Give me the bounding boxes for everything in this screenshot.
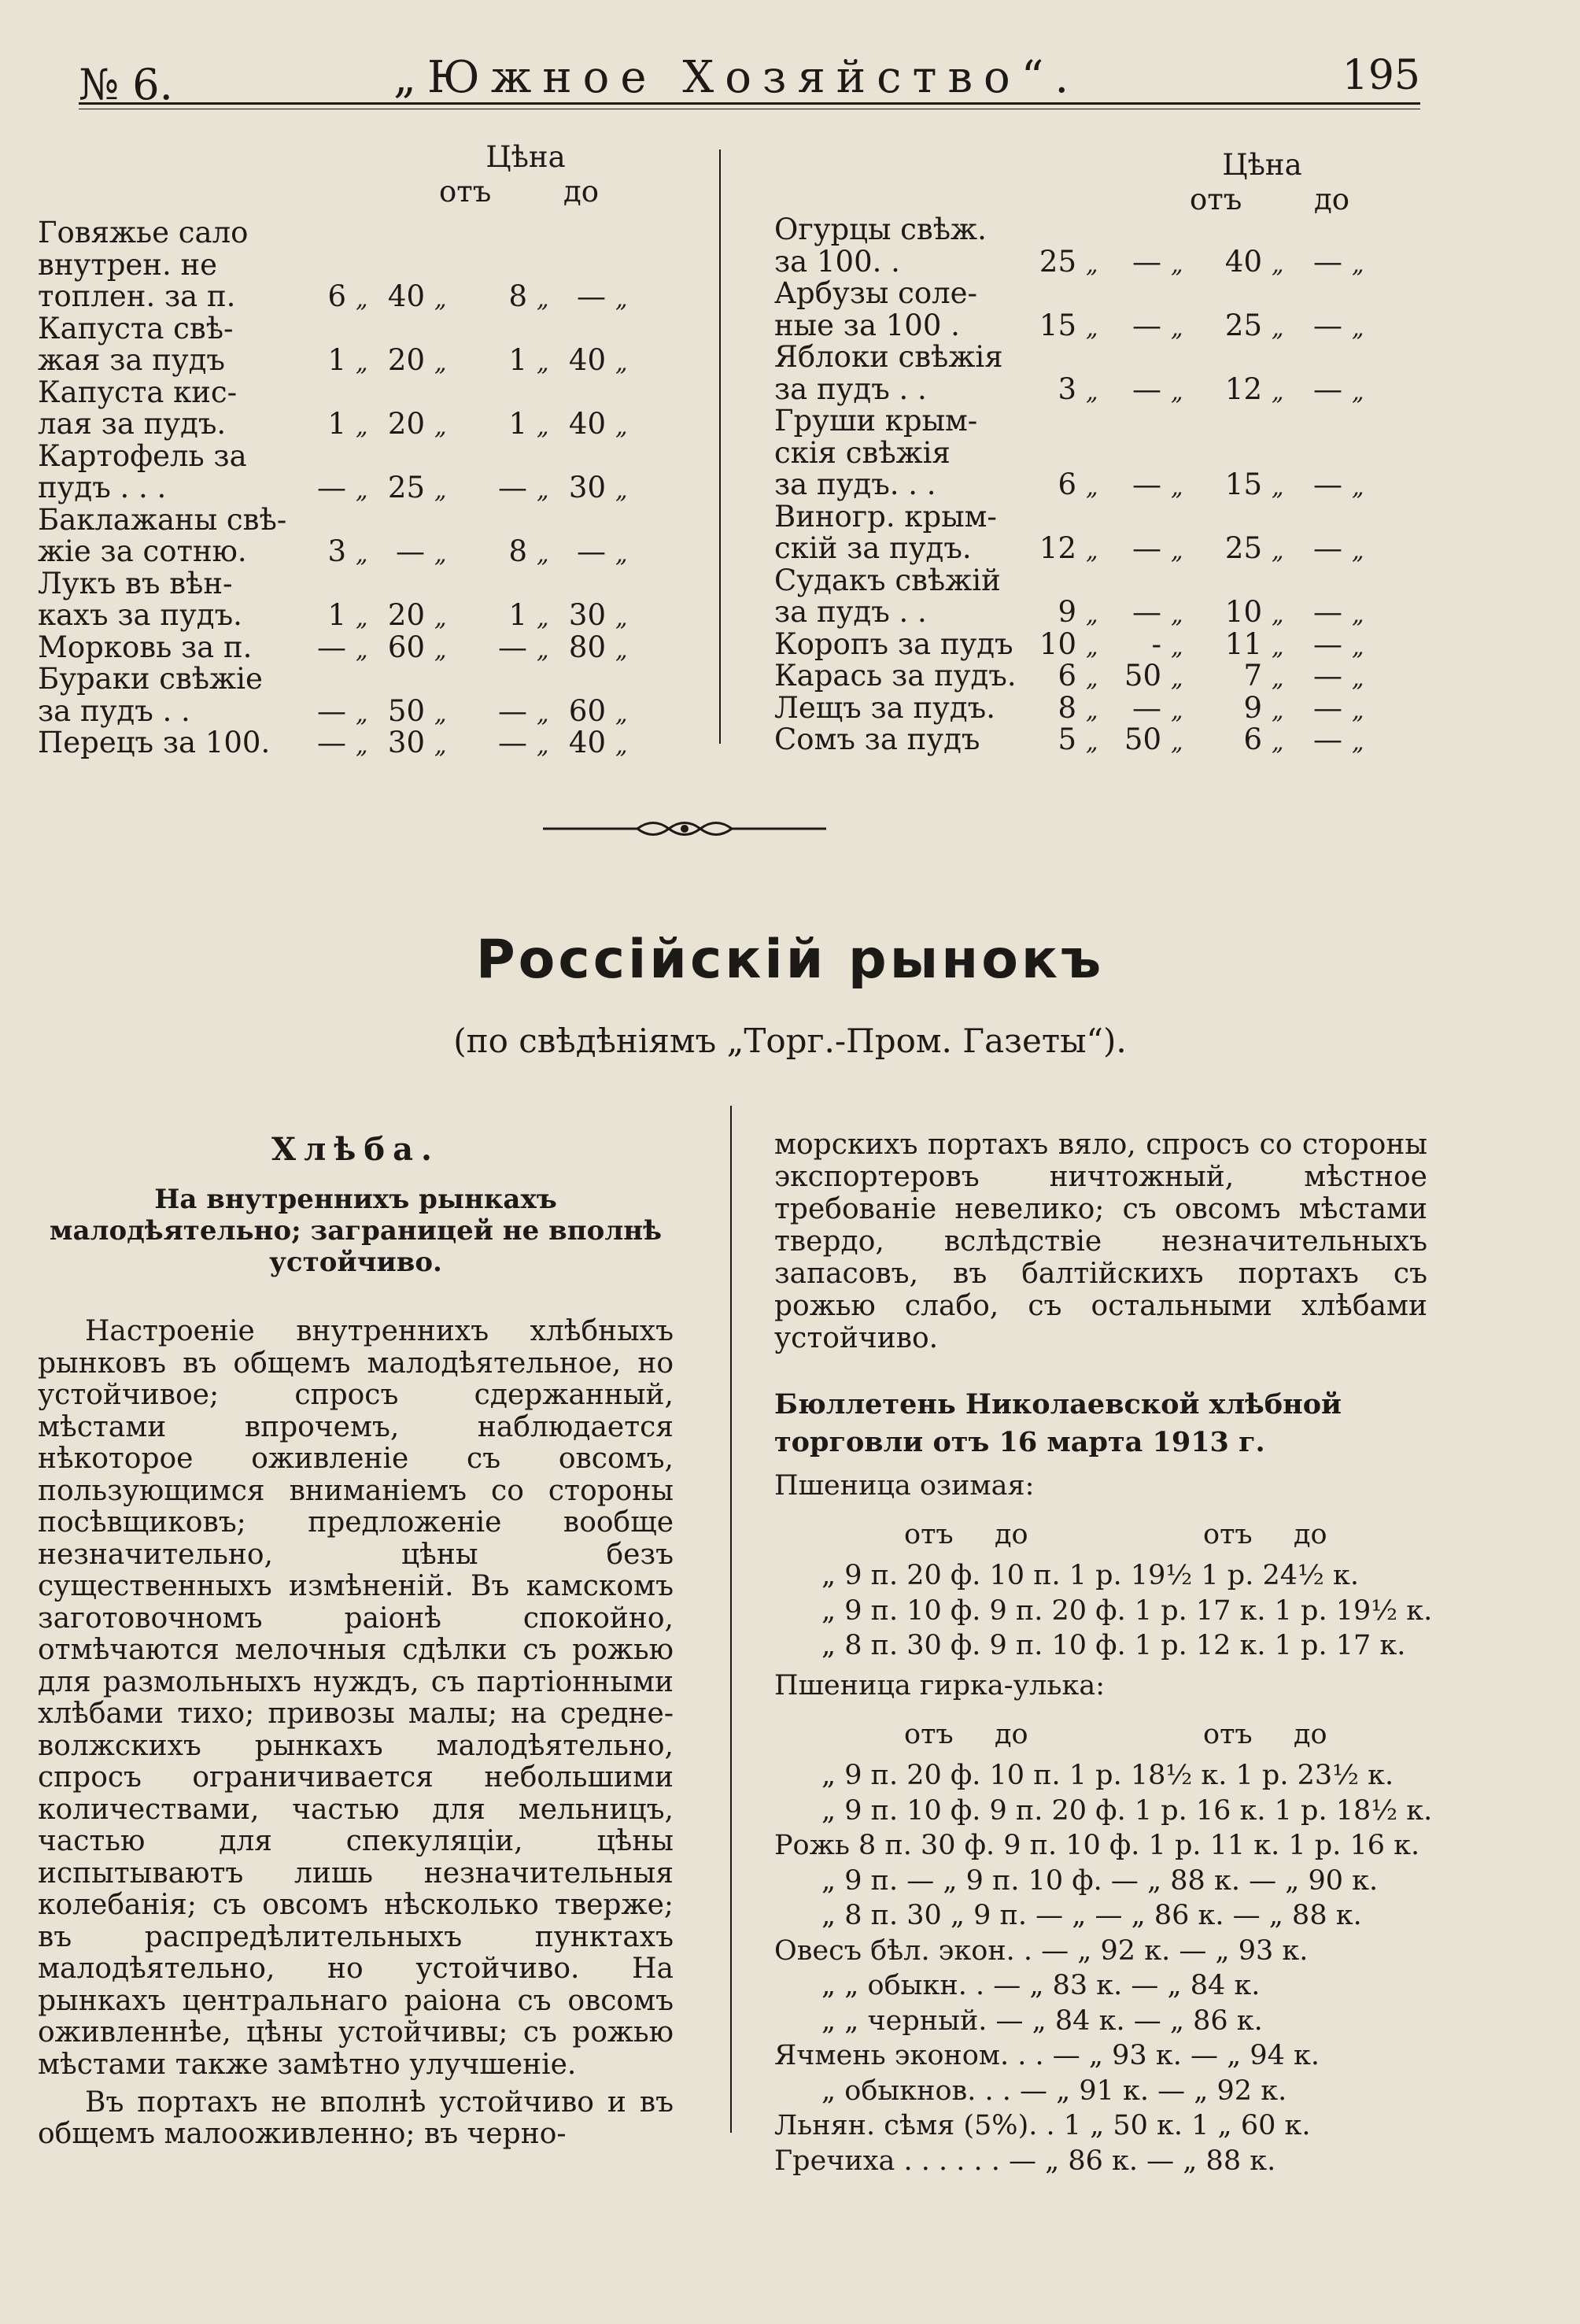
- product-name: Говяжье сало: [38, 216, 249, 249]
- bulletin-row: „ 9 п. — „ 9 п. 10 ф. — „ 88 к. — „ 90 к.: [821, 1864, 1379, 1897]
- price-value: —: [1132, 308, 1161, 342]
- price-value: 9: [1058, 595, 1076, 629]
- price-value: 1: [327, 343, 346, 377]
- product-name: лая за пудъ.: [38, 407, 227, 441]
- price-value: —: [1132, 244, 1161, 279]
- price-value: 8: [508, 534, 527, 568]
- ditto-mark: „: [1086, 729, 1098, 756]
- ditto-mark: „: [434, 477, 447, 504]
- ditto-mark: „: [615, 541, 628, 568]
- grain-summary: На внутреннихъ рынкахъ малодѣятельно; заграницей не вполнѣ устойчиво.: [49, 1184, 663, 1278]
- price-value: 10: [1039, 626, 1076, 661]
- price-value: 7: [1243, 659, 1262, 693]
- ditto-mark: „: [1086, 378, 1098, 406]
- ditto-mark: „: [1171, 696, 1183, 725]
- ditto-mark: „: [1352, 378, 1364, 406]
- product-name: Баклажаны свѣ-: [38, 502, 287, 537]
- bulletin-row: Льнян. сѣмя (5%). . 1 „ 50 к. 1 „ 60 к.: [774, 2110, 1311, 2141]
- grain-paragraph-2: Въ портахъ не вполнѣ устойчиво и въ общемъ малооживленно; въ черно-: [38, 2086, 674, 2150]
- price-value: 40: [568, 407, 606, 441]
- price-value: 8: [508, 279, 527, 313]
- ditto-mark: „: [537, 636, 549, 664]
- wheat-ghirka-title: Пшеница гирка-улька:: [774, 1670, 1105, 1701]
- price-value: 9: [1243, 690, 1262, 725]
- price-value: 25: [387, 471, 425, 504]
- price-value: 40: [387, 279, 425, 313]
- price-value: 6: [327, 279, 346, 313]
- price-value: —: [1313, 595, 1342, 629]
- journal-title: „Южное Хозяйство“.: [393, 52, 1080, 103]
- section-subtitle: (по свѣдѣніямъ „Торг.-Пром. Газеты“).: [453, 1022, 1127, 1060]
- col-head: до: [1294, 1519, 1327, 1550]
- price-value: —: [1313, 626, 1342, 661]
- ditto-mark: „: [1272, 633, 1284, 661]
- ditto-mark: „: [434, 413, 447, 441]
- price-from-heading: отъ: [1190, 183, 1242, 216]
- right-price-table: [774, 148, 1427, 756]
- ditto-mark: „: [1171, 250, 1183, 279]
- price-value: 50: [1124, 722, 1161, 756]
- bulletin-row: „ 9 п. 20 ф. 10 п. 1 р. 18½ к. 1 р. 23½ к.: [821, 1760, 1394, 1791]
- price-value: —: [1132, 467, 1161, 501]
- bulletin-row: „ обыкнов. . . — „ 91 к. — „ 92 к.: [821, 2075, 1287, 2107]
- price-from-heading: отъ: [439, 175, 492, 209]
- ditto-mark: „: [615, 286, 628, 313]
- price-to-heading: до: [1314, 183, 1350, 216]
- ditto-mark: „: [1171, 633, 1183, 661]
- product-name: жіе за сотню.: [38, 534, 247, 568]
- ditto-mark: „: [1086, 601, 1098, 629]
- price-value: 15: [1039, 308, 1076, 342]
- ditto-mark: „: [615, 604, 628, 632]
- product-name: за 100. .: [774, 244, 900, 279]
- price-value: 1: [508, 598, 527, 632]
- price-value: —: [1313, 308, 1342, 342]
- product-name: Коропъ за пудъ: [774, 626, 1013, 661]
- ditto-mark: „: [434, 636, 447, 664]
- ditto-mark: „: [1352, 665, 1364, 693]
- ditto-mark: „: [1352, 314, 1364, 342]
- ditto-mark: „: [1086, 633, 1098, 661]
- price-value: 1: [508, 407, 527, 441]
- bulletin-row: „ „ черный. — „ 84 к. — „ 86 к.: [821, 2004, 1263, 2037]
- ditto-mark: „: [356, 286, 368, 313]
- price-value: 6: [1058, 659, 1076, 693]
- ditto-mark: „: [1086, 314, 1098, 342]
- product-name: Капуста кис-: [38, 375, 238, 409]
- ditto-mark: „: [1272, 696, 1284, 725]
- product-name: Перецъ за 100.: [38, 726, 271, 759]
- product-name: за пудъ . .: [38, 693, 190, 728]
- product-name: Арбузы соле-: [774, 276, 978, 310]
- left-text-column: [38, 1133, 674, 2150]
- ditto-mark: „: [1272, 538, 1284, 565]
- grain-paragraph-1: Настроеніе внутреннихъ хлѣбныхъ рынковъ въ общемъ малодѣятельное, но устойчивое; спросъ сдержанный, мѣстами впрочемъ, наблюдается нѣкоторое оживленіе съ овсомъ, пользующимся вниманіемъ со стороны посѣвщиковъ; предложеніе вообще незначительно, цѣны безъ существенныхъ измѣненій. Въ камскомъ заготовочномъ раіонѣ спокойно, отмѣчаются мелочныя сдѣлки съ рожью для размольныхъ нуждъ, съ партіонными хлѣбами тихо; привозы малы; на средне-волжскихъ рынкахъ малодѣятельно, спросъ ограничивается небольшими количествами, частью для мельницъ, частью для спекуляціи, цѣны испытываютъ лишь незначительныя колебанія; съ овсомъ нѣсколько тверже; въ распредѣлительныхъ пунктахъ малодѣятельно, но устойчиво. На рынкахъ центральнаго раіона съ овсомъ оживленнѣе, цѣны устойчивы; съ рожью мѣстами также замѣтно улучшеніе.: [38, 1315, 674, 2081]
- ditto-mark: „: [615, 413, 628, 441]
- ditto-mark: „: [537, 700, 549, 728]
- right-text-column: [774, 1129, 1427, 1461]
- ditto-mark: „: [1352, 474, 1364, 501]
- bulletin-title: Бюллетень Николаевской хлѣбной торговли отъ 16 марта 1913 г.: [774, 1388, 1342, 1458]
- product-name: Лещъ за пудъ.: [774, 690, 995, 725]
- price-value: 20: [387, 343, 425, 377]
- price-value: —: [1132, 531, 1161, 565]
- ditto-mark: „: [434, 541, 447, 568]
- price-heading: Цѣна: [1222, 148, 1302, 182]
- bulletin-row: Рожь 8 п. 30 ф. 9 п. 10 ф. 1 р. 11 к. 1 р. 16 к.: [774, 1830, 1420, 1861]
- ditto-mark: „: [1352, 601, 1364, 629]
- product-name: внутрен. не: [38, 247, 218, 282]
- ditto-mark: „: [1086, 250, 1098, 279]
- ditto-mark: „: [537, 477, 549, 504]
- price-value: —: [1313, 531, 1342, 565]
- bulletin-table: [774, 1464, 1433, 2177]
- product-name: за пудъ . .: [774, 371, 927, 406]
- price-value: 6: [1058, 467, 1076, 501]
- product-name: за пудъ. . .: [774, 467, 936, 501]
- ditto-mark: „: [434, 732, 447, 759]
- ditto-mark: „: [615, 700, 628, 728]
- product-name: Судакъ свѣжій: [774, 563, 1001, 597]
- product-name: Груши крым-: [774, 404, 978, 438]
- ditto-mark: „: [356, 700, 368, 728]
- column-divider-top: [719, 150, 721, 744]
- ditto-mark: „: [537, 286, 549, 313]
- price-value: —: [1313, 467, 1342, 501]
- price-value: 30: [568, 471, 606, 504]
- price-value: 40: [1224, 244, 1262, 279]
- price-value: —: [1313, 659, 1342, 693]
- price-value: 40: [568, 726, 606, 759]
- product-name: топлен. за п.: [38, 279, 236, 313]
- price-value: —: [1313, 244, 1342, 279]
- product-name: Карась за пудъ.: [774, 659, 1017, 693]
- product-name: Бураки свѣжіе: [38, 662, 263, 696]
- price-value: —: [498, 630, 527, 664]
- price-value: 60: [568, 693, 606, 728]
- ditto-mark: „: [615, 477, 628, 504]
- ditto-mark: „: [356, 541, 368, 568]
- price-value: —: [577, 279, 606, 313]
- price-value: 1: [327, 407, 346, 441]
- ditto-mark: „: [1272, 314, 1284, 342]
- bulletin-row: „ 8 п. 30 „ 9 п. — „ — „ 86 к. — „ 88 к.: [821, 1900, 1362, 1931]
- price-value: -: [1151, 626, 1161, 661]
- bulletin-row: Овесъ бѣл. экон. . — „ 92 к. — „ 93 к.: [774, 1934, 1309, 1967]
- price-value: 25: [1224, 531, 1262, 565]
- price-value: —: [498, 471, 527, 504]
- price-value: —: [1132, 371, 1161, 406]
- issue-number: № 6.: [79, 60, 173, 109]
- ornament-divider: [543, 817, 826, 841]
- product-name: Морковь за п.: [38, 630, 253, 664]
- ditto-mark: „: [1272, 250, 1284, 279]
- price-value: —: [1313, 690, 1342, 725]
- ditto-mark: „: [1272, 601, 1284, 629]
- ditto-mark: „: [434, 349, 447, 377]
- ditto-mark: „: [434, 604, 447, 632]
- ditto-mark: „: [615, 636, 628, 664]
- ditto-mark: „: [1352, 696, 1364, 725]
- price-value: 8: [1058, 690, 1076, 725]
- section-title: Россійскій рынокъ: [475, 929, 1105, 991]
- product-name: Виногр. крым-: [774, 499, 997, 534]
- price-value: —: [317, 471, 346, 504]
- col-head: отъ: [1203, 1519, 1253, 1550]
- price-value: —: [317, 693, 346, 728]
- ditto-mark: „: [1272, 474, 1284, 501]
- ditto-mark: „: [537, 732, 549, 759]
- price-value: 1: [327, 598, 346, 632]
- price-value: —: [1313, 722, 1342, 756]
- product-name: ные за 100 .: [774, 308, 960, 342]
- price-value: —: [396, 534, 425, 568]
- left-price-table: [38, 140, 683, 759]
- wheat-winter-title: Пшеница озимая:: [774, 1470, 1035, 1502]
- ditto-mark: „: [615, 349, 628, 377]
- ditto-mark: „: [434, 700, 447, 728]
- price-value: 25: [1224, 308, 1262, 342]
- price-value: 80: [568, 630, 606, 664]
- price-value: 1: [508, 343, 527, 377]
- col-head: до: [995, 1519, 1028, 1550]
- ditto-mark: „: [1086, 665, 1098, 693]
- price-value: 3: [1058, 371, 1076, 406]
- col-head: до: [1294, 1719, 1327, 1750]
- price-value: 50: [1124, 659, 1161, 693]
- ditto-mark: „: [1352, 538, 1364, 565]
- col-head: отъ: [904, 1719, 954, 1750]
- ditto-mark: „: [1171, 665, 1183, 693]
- ditto-mark: „: [1171, 729, 1183, 756]
- price-value: 30: [387, 726, 425, 759]
- price-value: —: [1132, 690, 1161, 725]
- price-value: 5: [1058, 722, 1076, 756]
- product-name: Картофель за: [38, 438, 247, 473]
- ditto-mark: „: [356, 604, 368, 632]
- product-name: жая за пудъ: [38, 343, 225, 377]
- col-head: отъ: [904, 1519, 954, 1550]
- price-value: 11: [1224, 626, 1262, 661]
- ditto-mark: „: [537, 413, 549, 441]
- price-value: 30: [568, 598, 606, 632]
- bulletin-row: „ 9 п. 10 ф. 9 п. 20 ф. 1 р. 16 к. 1 р. 18½ к.: [821, 1794, 1433, 1827]
- product-name: Капуста свѣ-: [38, 311, 234, 345]
- price-heading: Цѣна: [485, 140, 566, 174]
- price-value: 40: [568, 343, 606, 377]
- col-head: до: [995, 1719, 1028, 1750]
- bulletin-row: Ячмень эконом. . . — „ 93 к. — „ 94 к.: [774, 2040, 1320, 2071]
- price-value: —: [498, 693, 527, 728]
- price-value: —: [317, 630, 346, 664]
- ditto-mark: „: [1272, 729, 1284, 756]
- price-value: —: [577, 534, 606, 568]
- price-value: 12: [1039, 531, 1076, 565]
- product-name: Огурцы свѣж.: [774, 212, 987, 246]
- ditto-mark: „: [356, 732, 368, 759]
- product-name: Лукъ въ вѣн-: [38, 566, 233, 600]
- price-value: 15: [1224, 467, 1262, 501]
- ports-paragraph: морскихъ портахъ вяло, спросъ со стороны экспортеровъ ничтожный, мѣстное требованіе невелико; съ овсомъ мѣстами твердо, вслѣдствіе незначительныхъ запасовъ, въ балтійскихъ портахъ съ рожью слабо, съ остальными хлѣбами устойчиво.: [774, 1129, 1427, 1354]
- product-name: скія свѣжія: [774, 435, 951, 470]
- price-value: 12: [1224, 371, 1262, 406]
- ditto-mark: „: [537, 349, 549, 377]
- page-number: 195: [1342, 52, 1420, 99]
- ditto-mark: „: [1352, 633, 1364, 661]
- product-name: кахъ за пудъ.: [38, 598, 242, 632]
- ditto-mark: „: [615, 732, 628, 759]
- ditto-mark: „: [1171, 378, 1183, 406]
- ditto-mark: „: [1171, 474, 1183, 501]
- bulletin-row: „ 9 п. 20 ф. 10 п. 1 р. 19½ 1 р. 24½ к.: [821, 1560, 1360, 1591]
- product-name: Сомъ за пудъ: [774, 722, 980, 756]
- price-value: 20: [387, 598, 425, 632]
- ditto-mark: „: [537, 541, 549, 568]
- ditto-mark: „: [356, 413, 368, 441]
- bulletin-row: „ 8 п. 30 ф. 9 п. 10 ф. 1 р. 12 к. 1 р. 17 к.: [821, 1630, 1406, 1661]
- price-value: —: [1132, 595, 1161, 629]
- price-value: 60: [387, 630, 425, 664]
- ditto-mark: „: [1352, 729, 1364, 756]
- ditto-mark: „: [1086, 696, 1098, 725]
- ditto-mark: „: [1171, 314, 1183, 342]
- ditto-mark: „: [1272, 665, 1284, 693]
- price-value: 50: [387, 693, 425, 728]
- grain-heading: Хлѣба.: [271, 1131, 440, 1168]
- ditto-mark: „: [1086, 538, 1098, 565]
- header-rule-thick: [79, 102, 1420, 105]
- ditto-mark: „: [356, 636, 368, 664]
- price-value: —: [498, 726, 527, 759]
- ditto-mark: „: [356, 477, 368, 504]
- ditto-mark: „: [1272, 378, 1284, 406]
- ditto-mark: „: [1086, 474, 1098, 501]
- bulletin-row: „ 9 п. 10 ф. 9 п. 20 ф. 1 р. 17 к. 1 р. 19½ к.: [821, 1594, 1433, 1627]
- product-name: Яблоки свѣжія: [774, 340, 1003, 374]
- col-head: отъ: [1203, 1719, 1253, 1750]
- price-to-heading: до: [563, 175, 600, 209]
- ditto-mark: „: [1171, 538, 1183, 565]
- product-name: пудъ . . .: [38, 471, 167, 504]
- ditto-mark: „: [356, 349, 368, 377]
- product-name: скій за пудъ.: [774, 531, 972, 565]
- product-name: за пудъ . .: [774, 595, 927, 629]
- ditto-mark: „: [537, 604, 549, 632]
- price-value: 25: [1039, 244, 1076, 279]
- price-value: —: [1313, 371, 1342, 406]
- ditto-mark: „: [1171, 601, 1183, 629]
- ditto-mark: „: [434, 286, 447, 313]
- price-value: 6: [1243, 722, 1262, 756]
- bulletin-row: Гречиха . . . . . . — „ 86 к. — „ 88 к.: [774, 2145, 1276, 2177]
- price-value: 10: [1224, 595, 1262, 629]
- price-value: —: [317, 726, 346, 759]
- ditto-mark: „: [1352, 250, 1364, 279]
- price-value: 20: [387, 407, 425, 441]
- column-divider-bottom: [730, 1106, 732, 2133]
- bulletin-row: „ „ обыкн. . — „ 83 к. — „ 84 к.: [821, 1970, 1261, 2001]
- price-value: 3: [327, 534, 346, 568]
